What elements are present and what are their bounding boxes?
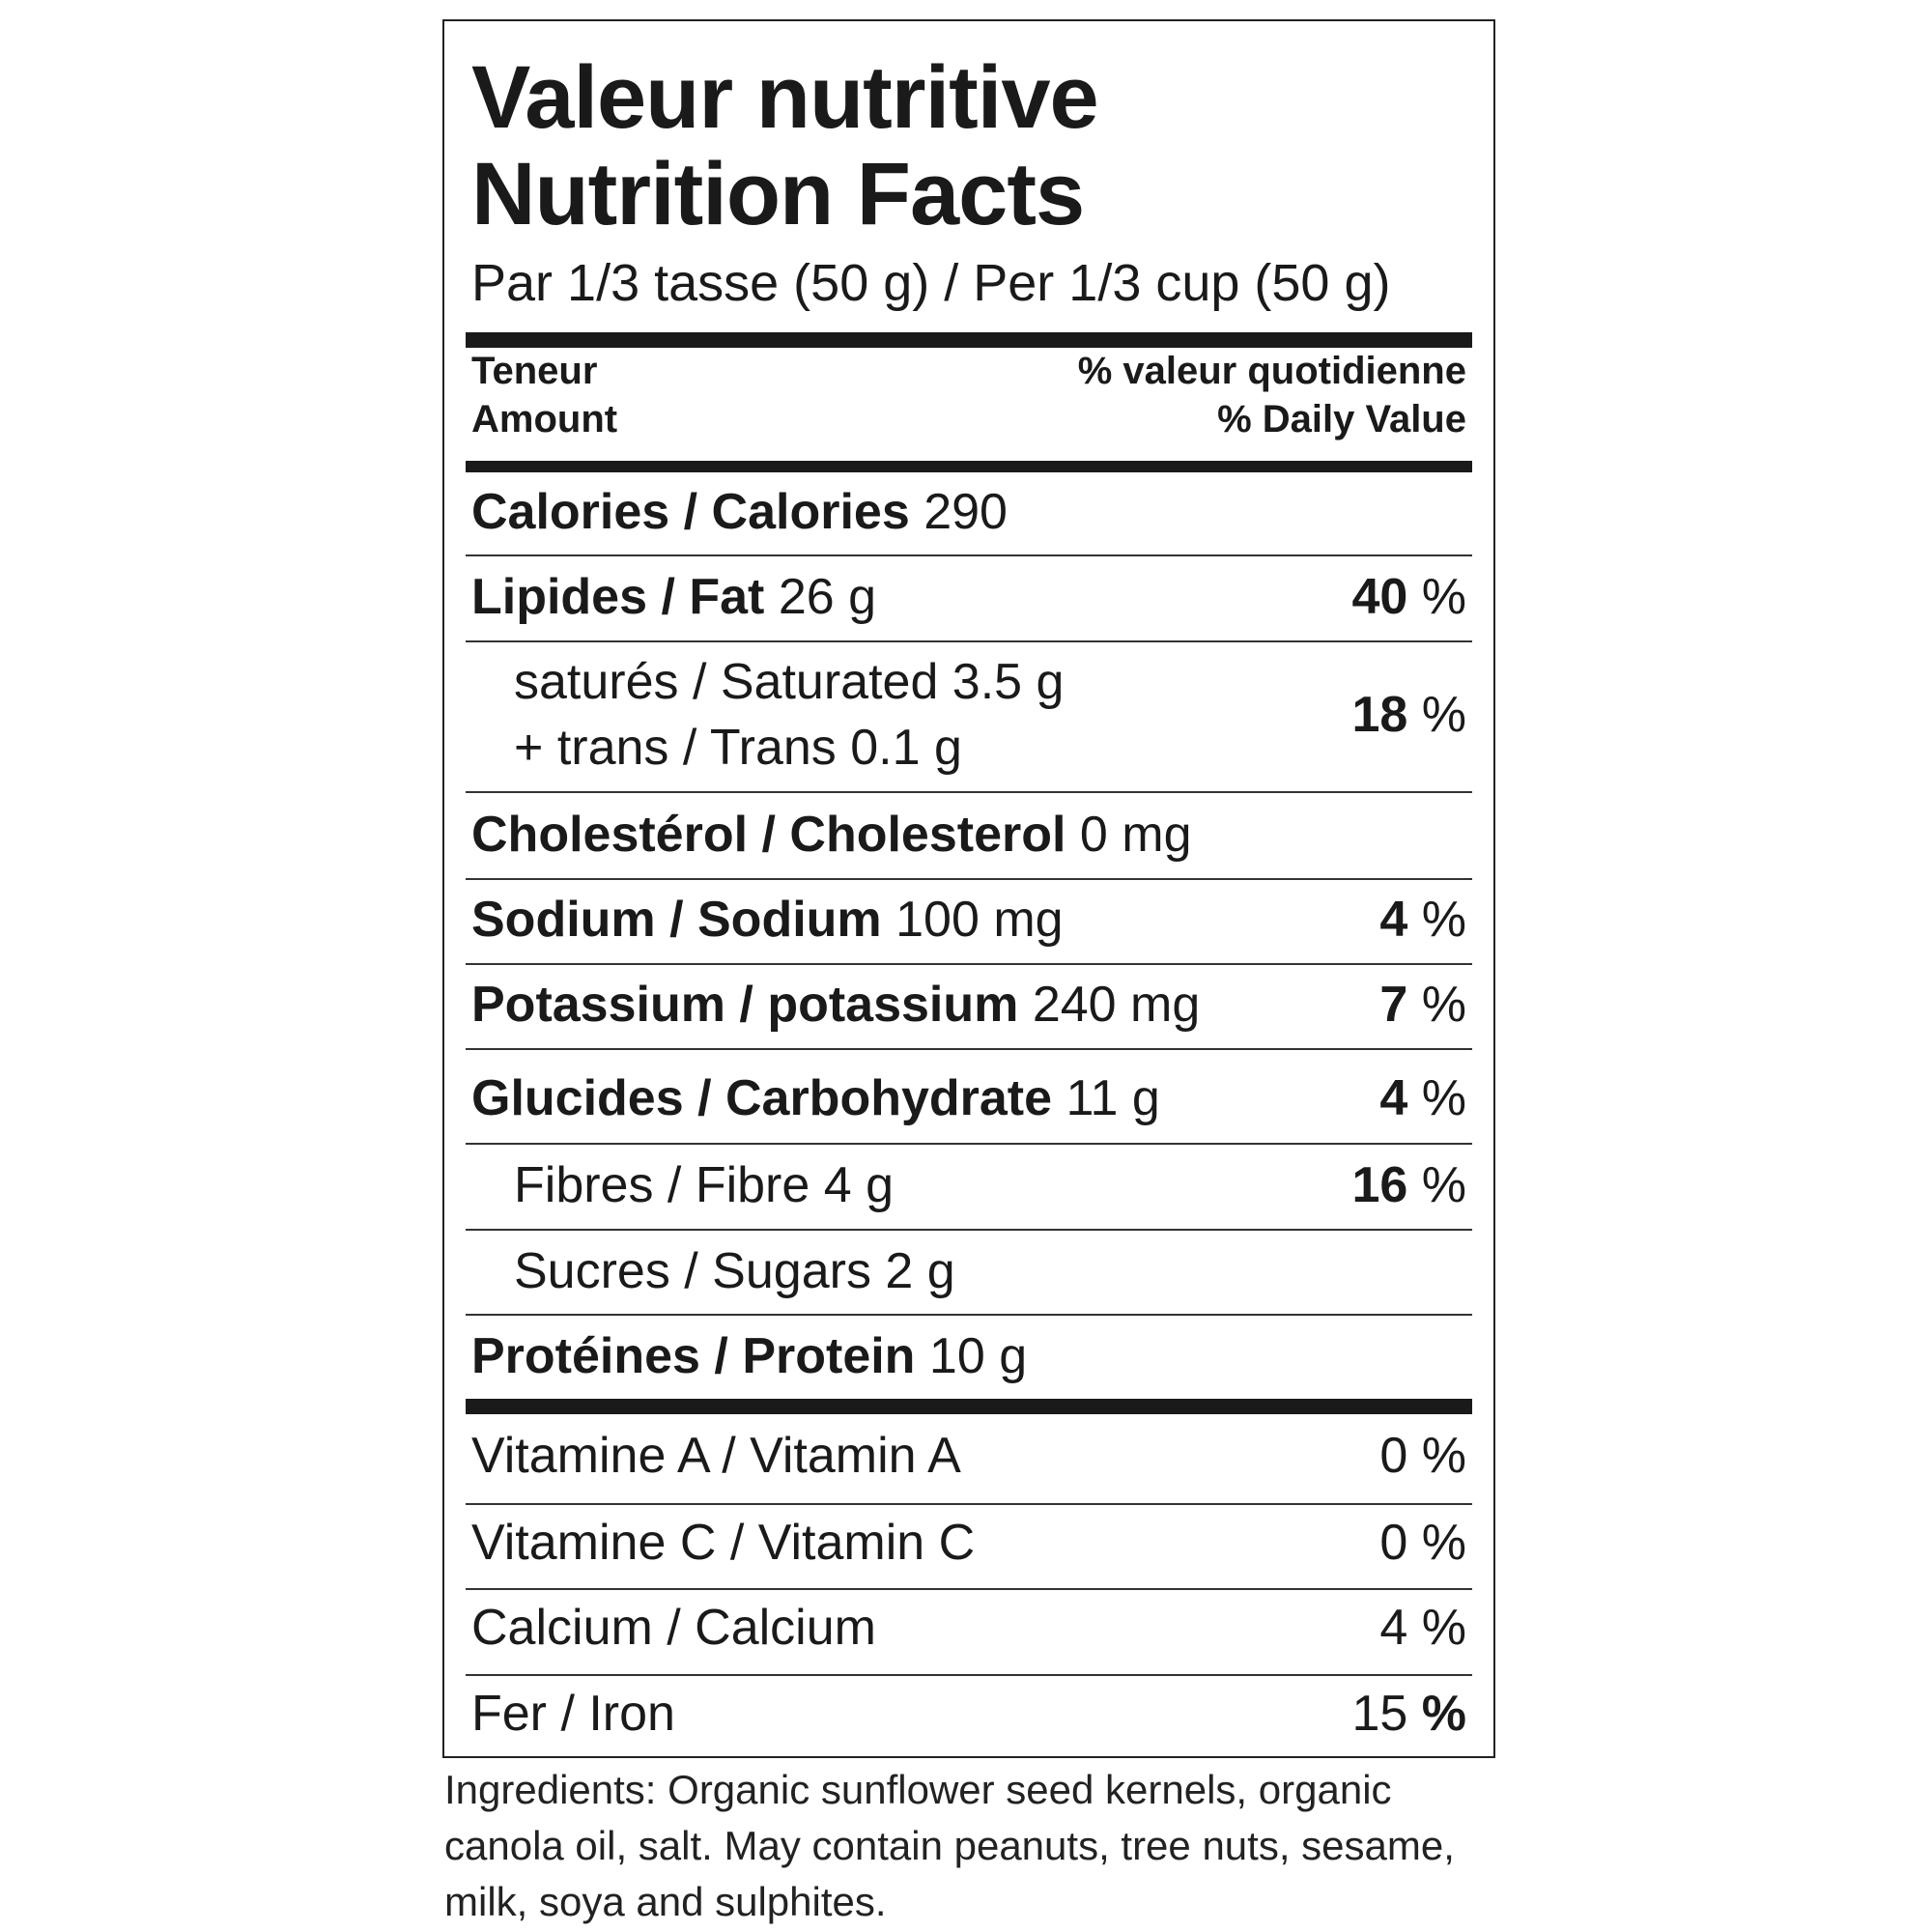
serving-size: Par 1/3 tasse (50 g) / Per 1/3 cup (50 g) [471,254,1391,312]
divider [466,1229,1472,1231]
dv-header-fr: % valeur quotidienne [1077,350,1466,392]
iron-dv: 15 [1351,1686,1408,1742]
ingredients-text: Ingredients: Organic sunflower seed kernels, organic canola oil, salt. May contain peanuts, tree nuts, sesame, milk, soya and sulphites. [444,1767,1455,1924]
potassium-label: Potassium / potassium [471,977,1019,1033]
calcium-dv: 4 % [1379,1600,1466,1656]
sodium-dv: 4 [1379,892,1408,948]
divider [466,1143,1472,1145]
saturated-dv: 18 [1351,687,1408,743]
percent-sign: % [1421,1157,1466,1213]
amount-header-fr: Teneur [471,350,598,392]
fat-amount: 26 g [778,569,877,625]
calories-value: 290 [923,484,1008,540]
divider [466,554,1472,556]
percent-sign: % [1421,687,1466,743]
vitamin-a-dv: 0 % [1379,1428,1466,1484]
divider [466,878,1472,880]
carbohydrate-label: Glucides / Carbohydrate [471,1070,1053,1126]
potassium-dv: 7 [1379,977,1408,1033]
sodium-amount: 100 mg [895,892,1064,948]
calcium-label: Calcium / Calcium [471,1600,876,1656]
column-header [471,340,1466,456]
divider [466,1314,1472,1316]
protein-amount: 10 g [928,1328,1028,1384]
divider [466,1048,1472,1050]
calories-label: Calories / Calories [471,484,910,540]
trans-label: + trans / Trans 0.1 g [514,720,962,776]
percent-sign: % [1421,892,1466,948]
nutrition-facts-panel [442,19,1495,1758]
potassium-amount: 240 mg [1032,977,1201,1033]
sugars-label: Sucres / Sugars 2 g [514,1243,955,1299]
amount-header-en: Amount [471,398,618,440]
vitamin-c-label: Vitamine C / Vitamin C [471,1515,976,1571]
fibre-dv: 16 [1351,1157,1408,1213]
sodium-label: Sodium / Sodium [471,892,882,948]
dv-header-en: % Daily Value [1217,398,1466,440]
percent-sign: % [1421,1686,1466,1742]
carbohydrate-amount: 11 g [1065,1070,1160,1126]
iron-label-fr: Fer / [471,1686,589,1742]
divider [466,1588,1472,1590]
divider [466,791,1472,793]
vitamin-a-label: Vitamine A / Vitamin A [471,1428,961,1484]
title-french: Valeur nutritive [471,48,1098,147]
saturated-label: saturés / Saturated 3.5 g [514,654,1065,710]
carbohydrate-dv: 4 [1379,1070,1408,1126]
vitamin-c-dv: 0 % [1379,1515,1466,1571]
divider [466,640,1472,642]
fat-label: Lipides / Fat [471,569,765,625]
iron-label-en: Iron [588,1686,675,1742]
title-english: Nutrition Facts [471,145,1085,243]
fat-dv: 40 [1351,569,1408,625]
divider [466,1674,1472,1676]
cholesterol-label: Cholestérol / Cholesterol [471,807,1066,863]
divider [466,1503,1472,1505]
thick-divider-header [466,461,1472,472]
thick-divider-vitamins [466,1399,1472,1414]
cholesterol-amount: 0 mg [1079,807,1192,863]
percent-sign: % [1421,977,1466,1033]
percent-sign: % [1421,569,1466,625]
protein-label: Protéines / Protein [471,1328,916,1384]
percent-sign: % [1421,1070,1466,1126]
divider [466,963,1472,965]
fibre-label: Fibres / Fibre 4 g [514,1157,895,1213]
